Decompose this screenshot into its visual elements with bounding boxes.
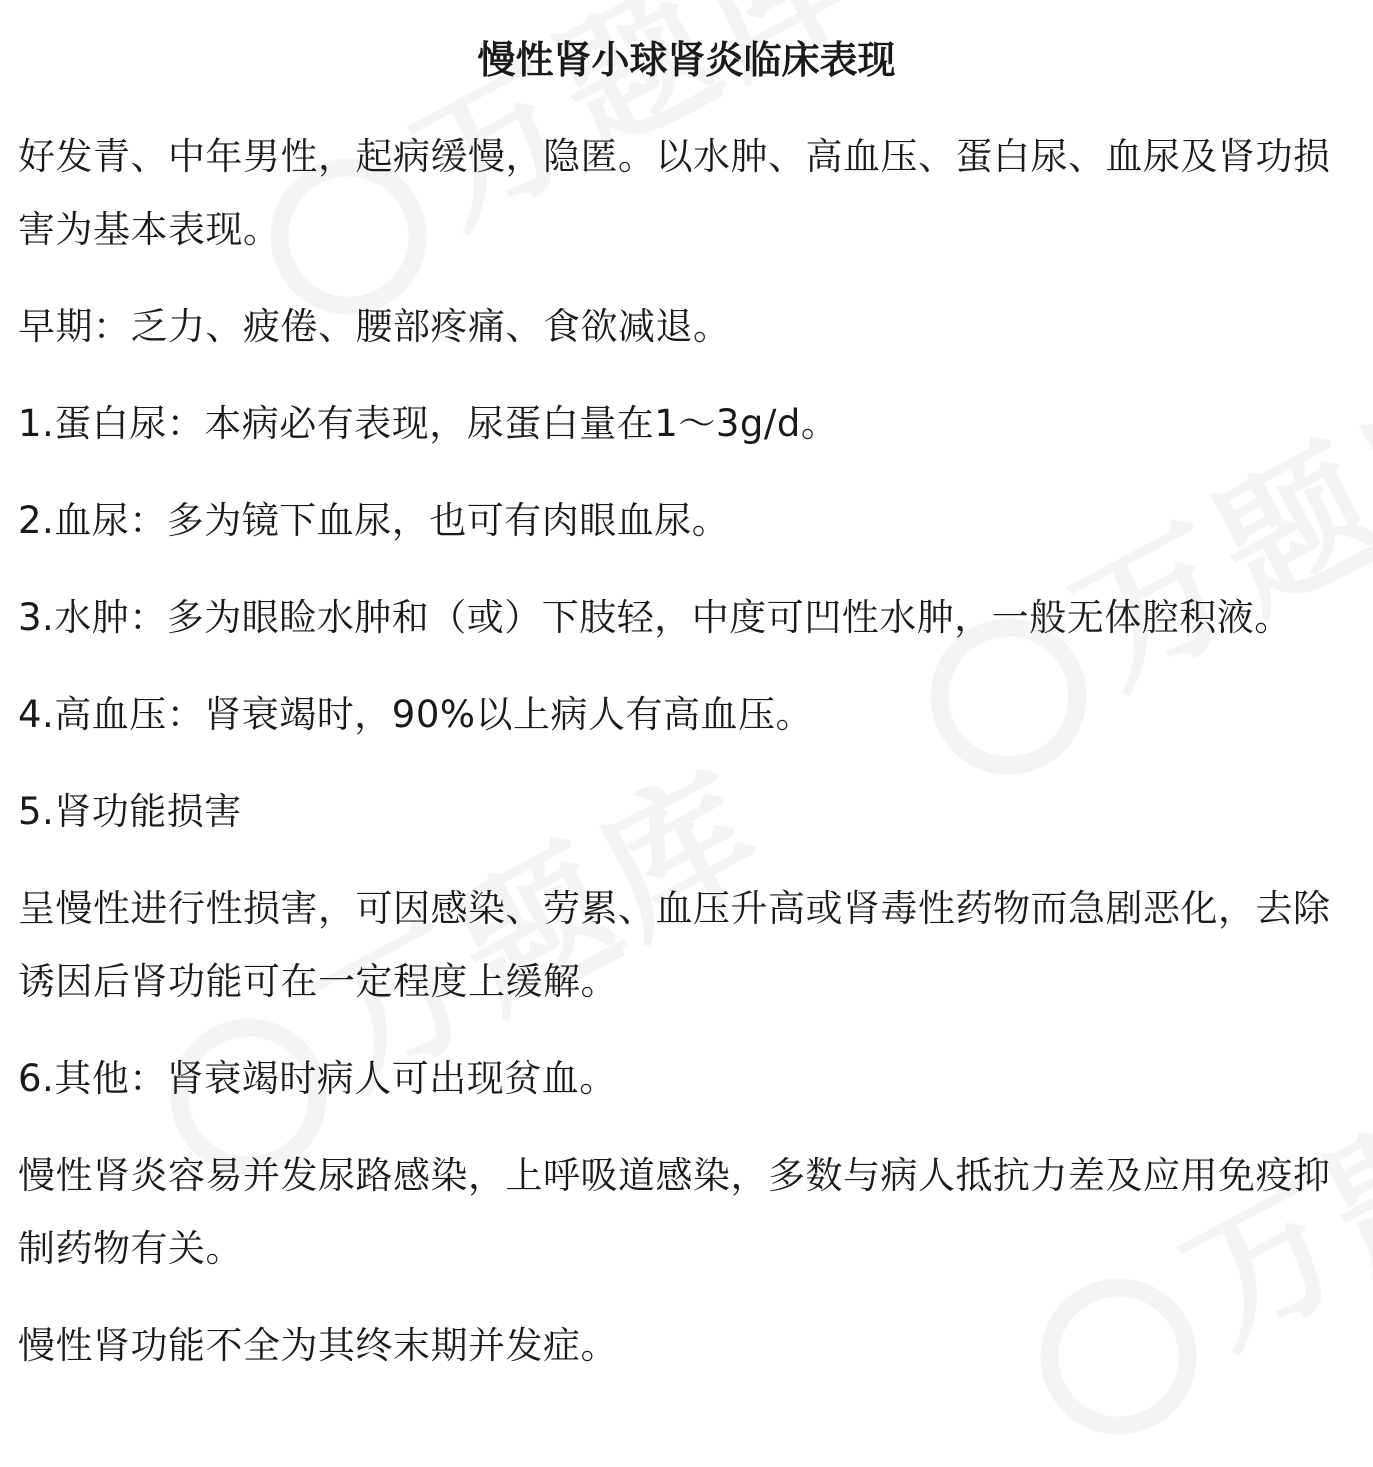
paragraph-early: 早期：乏力、疲倦、腰部疼痛、食欲减退。 — [18, 305, 731, 348]
paragraph-renal-damage-detail: 呈慢性进行性损害，可因感染、劳累、血压升高或肾毒性药物而急剧恶化，去除诱因后肾功能可在一定程度上缓解。 — [18, 887, 1331, 1003]
paragraph-edema: 3.水肿：多为眼睑水肿和（或）下肢轻，中度可凹性水肿，一般无体腔积液。 — [18, 596, 1292, 639]
paragraph-hypertension: 4.高血压：肾衰竭时，90%以上病人有高血压。 — [18, 693, 814, 736]
paragraph-complications: 慢性肾炎容易并发尿路感染，上呼吸道感染，多数与病人抵抗力差及应用免疫抑制药物有关。 — [18, 1154, 1331, 1270]
paragraph-end-stage: 慢性肾功能不全为其终末期并发症。 — [18, 1324, 618, 1367]
paragraph-intro: 好发青、中年男性，起病缓慢，隐匿。以水肿、高血压、蛋白尿、血尿及肾功损害为基本表现。 — [18, 135, 1331, 251]
paragraph-other: 6.其他：肾衰竭时病人可出现贫血。 — [18, 1057, 617, 1100]
paragraph-renal-damage-heading: 5.肾功能损害 — [18, 790, 242, 833]
page-title: 慢性肾小球肾炎临床表现 — [477, 38, 896, 82]
paragraph-proteinuria: 1.蛋白尿：本病必有表现，尿蛋白量在1～3g/d。 — [18, 402, 839, 445]
paragraph-hematuria: 2.血尿：多为镜下血尿，也可有肉眼血尿。 — [18, 499, 730, 542]
